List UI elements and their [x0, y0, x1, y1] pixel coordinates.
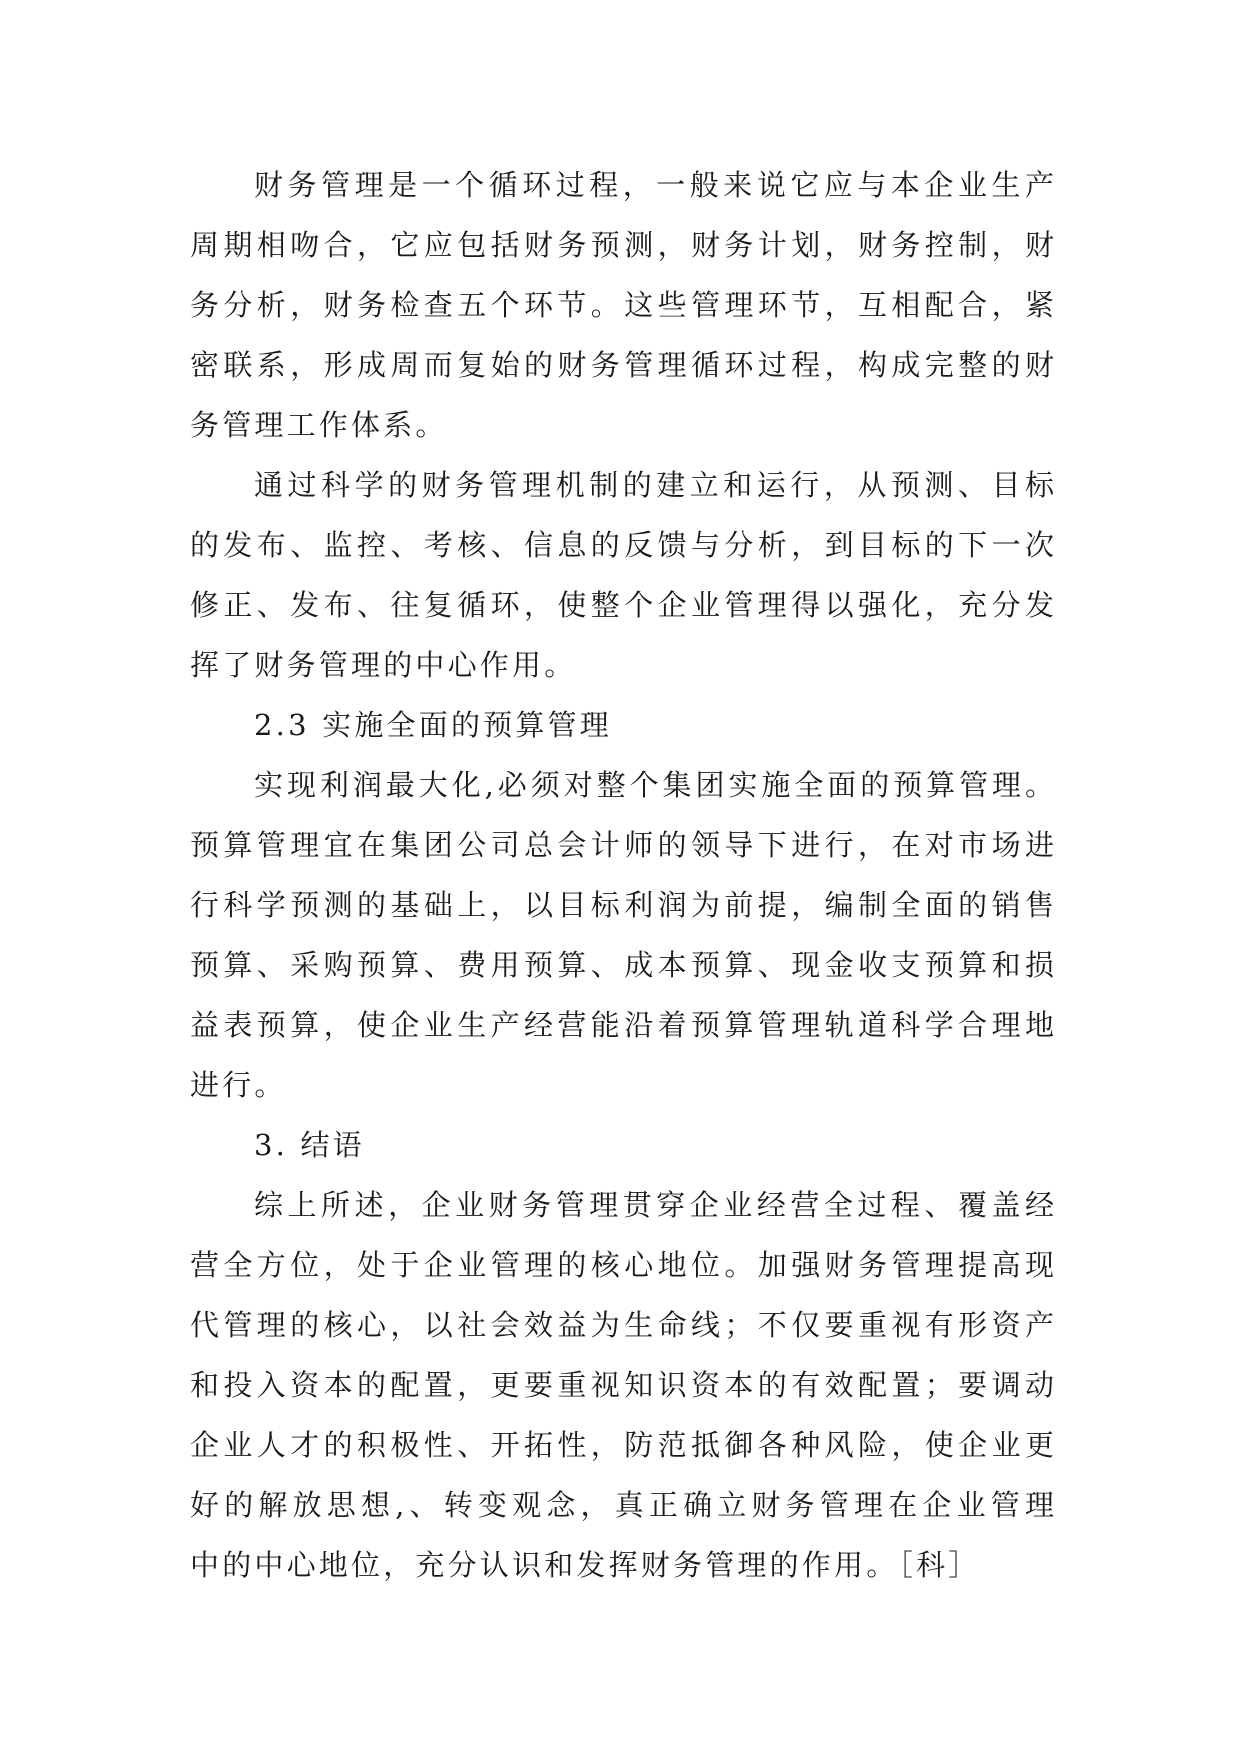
- text-line: 3. 结语: [254, 1128, 365, 1162]
- text-line: 综上所述，企业财务管理贯穿企业经营全过程、覆盖经: [254, 1188, 1054, 1222]
- text-line: 的发布、监控、考核、信息的反馈与分析，到目标的下一次: [190, 528, 1054, 562]
- text-line: 实现利润最大化,必须对整个集团实施全面的预算管理。: [254, 768, 1054, 802]
- text-line: 预算管理宜在集团公司总会计师的领导下进行，在对市场进: [190, 828, 1054, 862]
- text-line: 和投入资本的配置，更要重视知识资本的有效配置；要调动: [190, 1368, 1054, 1402]
- text-line: 务分析，财务检查五个环节。这些管理环节，互相配合，紧: [190, 288, 1054, 322]
- text-line: 代管理的核心，以社会效益为生命线；不仅要重视有形资产: [190, 1308, 1054, 1342]
- text-line: 营全方位，处于企业管理的核心地位。加强财务管理提高现: [190, 1248, 1054, 1282]
- text-line: 益表预算，使企业生产经营能沿着预算管理轨道科学合理地: [190, 1008, 1054, 1042]
- document-page: [190, 155, 1054, 1595]
- text-line: 预算、采购预算、费用预算、成本预算、现金收支预算和损: [190, 948, 1054, 982]
- text-line: 周期相吻合，它应包括财务预测，财务计划，财务控制，财: [190, 228, 1054, 262]
- text-line: 进行。: [190, 1068, 287, 1102]
- text-line: 2.3 实施全面的预算管理: [254, 708, 612, 742]
- text-line: 中的中心地位，充分认识和发挥财务管理的作用。［科］: [190, 1548, 981, 1582]
- text-line: 密联系，形成周而复始的财务管理循环过程，构成完整的财: [190, 348, 1054, 382]
- text-line: 行科学预测的基础上，以目标利润为前提，编制全面的销售: [190, 888, 1054, 922]
- text-line: 通过科学的财务管理机制的建立和运行，从预测、目标: [254, 468, 1054, 502]
- text-line: 修正、发布、往复循环，使整个企业管理得以强化，充分发: [190, 588, 1054, 622]
- text-line: 企业人才的积极性、开拓性，防范抵御各种风险，使企业更: [190, 1428, 1054, 1462]
- text-line: 挥了财务管理的中心作用。: [190, 648, 577, 682]
- text-line: 好的解放思想,、转变观念，真正确立财务管理在企业管理: [190, 1488, 1054, 1522]
- text-line: 财务管理是一个循环过程，一般来说它应与本企业生产: [254, 168, 1054, 202]
- text-line: 务管理工作体系。: [190, 408, 448, 442]
